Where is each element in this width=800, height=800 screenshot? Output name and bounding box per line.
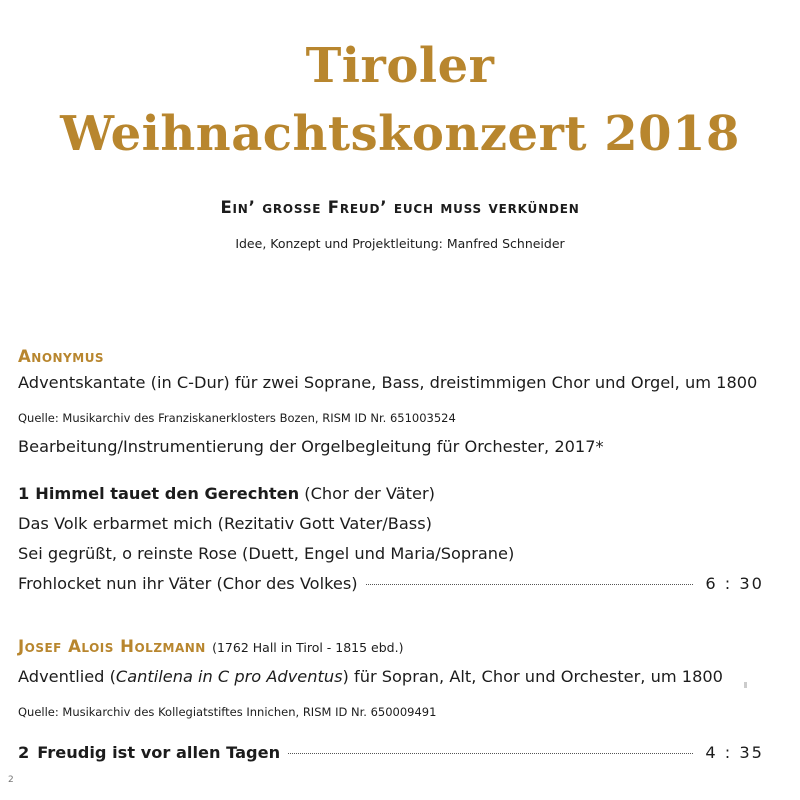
composer-name: Josef Alois Holzmann (18, 637, 206, 656)
source-note: Quelle: Musikarchiv des Franziskanerklosters Bozen, RISM ID Nr. 651003524 (18, 411, 456, 425)
title-line-1: Tiroler (305, 38, 495, 94)
work-suffix: ) für Sopran, Alt, Chor und Orchester, um 1800 (342, 667, 723, 686)
track-1-heading (18, 484, 435, 503)
work-prefix: Adventlied ( (18, 667, 116, 686)
track-duration: 4 : 35 (705, 743, 764, 762)
track-2-row (18, 743, 764, 762)
work-title-italic: Cantilena in C pro Adventus (115, 667, 343, 686)
source-note-2: Quelle: Musikarchiv des Kollegiatstiftes Innichen, RISM ID Nr. 650009491 (18, 705, 437, 719)
movement-2: Das Volk erbarmet mich (Rezitativ Gott Vater/Bass) (18, 514, 432, 533)
work-description-2 (18, 667, 723, 686)
dotted-leader (366, 584, 694, 585)
track-title: Freudig ist vor allen Tagen (37, 743, 281, 762)
credit-line: Idee, Konzept und Projektleitung: Manfred Schneider (235, 236, 565, 251)
composer-life-dates: (1762 Hall in Tirol - 1815 ebd.) (212, 640, 404, 655)
subtitle: Ein’ grosse Freud’ euch muss verkünden (220, 198, 580, 217)
track-number: 2 (18, 743, 30, 762)
dotted-leader (288, 753, 693, 754)
track-number: 1 (18, 484, 30, 503)
composer-anonymus: Anonymus (18, 347, 105, 366)
title-line-2: Weihnachtskonzert 2018 (60, 106, 740, 162)
scan-mark (744, 682, 747, 688)
track-title: Himmel tauet den Gerechten (35, 484, 300, 503)
movement-4: Frohlocket nun ihr Väter (Chor des Volkes) (18, 574, 358, 593)
track-title-note: (Chor der Väter) (304, 484, 435, 503)
work-description: Adventskantate (in C-Dur) für zwei Soprane, Bass, dreistimmigen Chor und Orgel, um 1800 (18, 373, 758, 392)
movement-3: Sei gegrüßt, o reinste Rose (Duett, Engel und Maria/Soprane) (18, 544, 515, 563)
page-number: 2 (8, 775, 14, 785)
track-duration: 6 : 30 (705, 574, 764, 593)
composer-holzmann (18, 637, 403, 656)
arrangement-note: Bearbeitung/Instrumentierung der Orgelbegleitung für Orchester, 2017* (18, 437, 604, 456)
movement-4-row (18, 574, 764, 593)
